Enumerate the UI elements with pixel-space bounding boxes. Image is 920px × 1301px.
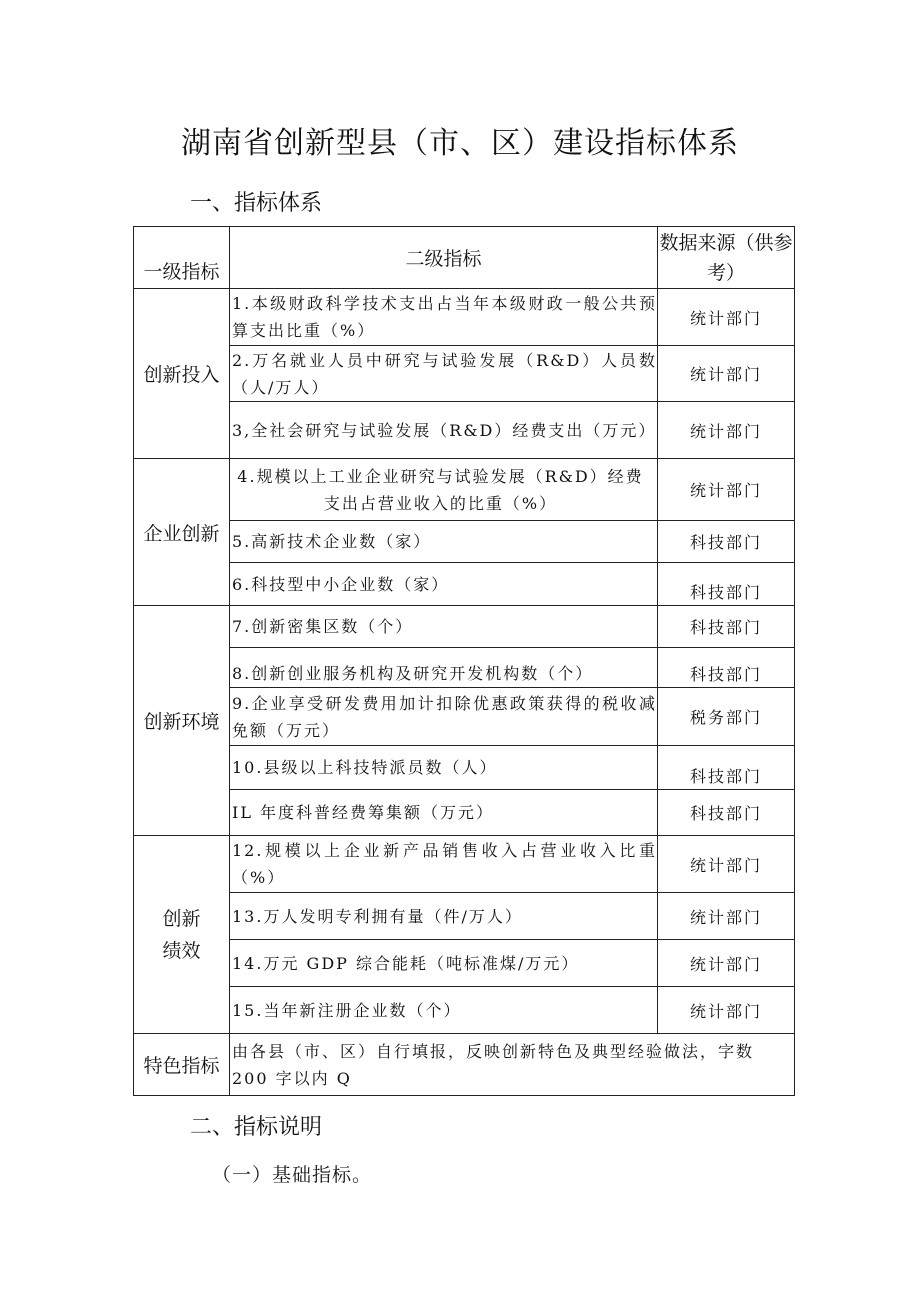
category-enterprise-innovation: 企业创新 [134, 459, 230, 606]
indicator-cell: 9.企业享受研发费用加计扣除优惠政策获得的税收减免额（万元） [230, 688, 658, 746]
header-level1: 一级指标 [134, 227, 230, 289]
indicator-table [133, 226, 795, 1096]
indicator-cell: 10.县级以上科技特派员数（人） [230, 746, 658, 790]
table-header-row [134, 227, 795, 289]
source-cell: 科技部门 [658, 790, 795, 836]
source-cell: 科技部门 [658, 606, 795, 648]
table-row [134, 402, 795, 459]
table-row [134, 606, 795, 648]
category-innovation-performance [134, 836, 230, 1034]
source-cell: 统计部门 [658, 459, 795, 521]
source-cell: 统计部门 [658, 289, 795, 346]
table-row [134, 648, 795, 688]
indicator-cell: 13.万人发明专利拥有量（件/万人） [230, 893, 658, 940]
source-cell: 科技部门 [658, 648, 795, 688]
indicator-cell: 7.创新密集区数（个） [230, 606, 658, 648]
special-indicator-text: 由各县（市、区）自行填报，反映创新特色及典型经验做法，字数 200 字以内 Q [230, 1034, 795, 1096]
table-row [134, 459, 795, 521]
indicator-cell: 5.高新技术企业数（家） [230, 521, 658, 563]
table-row [134, 1034, 795, 1096]
indicator-cell: 3,全社会研究与试验发展（R&D）经费支出（万元） [230, 402, 658, 459]
table-row [134, 521, 795, 563]
table-row [134, 563, 795, 606]
source-cell: 统计部门 [658, 836, 795, 893]
source-cell: 科技部门 [658, 521, 795, 563]
source-cell: 统计部门 [658, 987, 795, 1034]
section-heading-indicator-system: 一、指标体系 [190, 191, 323, 216]
table-row [134, 688, 795, 746]
table-row [134, 289, 795, 346]
table-row [134, 893, 795, 940]
table-row [134, 346, 795, 402]
page-title: 湖南省创新型县（市、区）建设指标体系 [181, 126, 739, 161]
category-special-indicator: 特色指标 [134, 1034, 230, 1096]
indicator-cell: 1.本级财政科学技术支出占当年本级财政一般公共预算支出比重（%） [230, 289, 658, 346]
source-cell: 科技部门 [658, 746, 795, 790]
header-level2: 二级指标 [230, 227, 658, 289]
indicator-cell: 4.规模以上工业企业研究与试验发展（R&D）经费支出占营业收入的比重（%） [230, 459, 658, 521]
source-cell: 统计部门 [658, 940, 795, 987]
indicator-cell: IL 年度科普经费筹集额（万元） [230, 790, 658, 836]
table-row [134, 790, 795, 836]
indicator-cell: 15.当年新注册企业数（个） [230, 987, 658, 1034]
category-innovation-input: 创新投入 [134, 289, 230, 459]
table-row [134, 746, 795, 790]
subsection-basic-indicators: （一）基础指标。 [212, 1164, 373, 1186]
source-cell: 统计部门 [658, 346, 795, 402]
indicator-cell: 14.万元 GDP 综合能耗（吨标准煤/万元） [230, 940, 658, 987]
table-row [134, 836, 795, 893]
section-heading-indicator-explanation: 二、指标说明 [190, 1115, 323, 1140]
category-performance-label: 创新绩效 [162, 907, 201, 962]
table-row [134, 940, 795, 987]
source-cell: 统计部门 [658, 402, 795, 459]
category-innovation-environment: 创新环境 [134, 606, 230, 836]
header-source: 数据来源（供参考） [658, 227, 795, 289]
indicator-cell: 12.规模以上企业新产品销售收入占营业收入比重（%） [230, 836, 658, 893]
indicator-cell: 8.创新创业服务机构及研究开发机构数（个） [230, 648, 658, 688]
source-cell: 统计部门 [658, 893, 795, 940]
indicator-cell: 2.万名就业人员中研究与试验发展（R&D）人员数（人/万人） [230, 346, 658, 402]
source-cell: 税务部门 [658, 688, 795, 746]
indicator-cell: 6.科技型中小企业数（家） [230, 563, 658, 606]
source-cell: 科技部门 [658, 563, 795, 606]
table-row [134, 987, 795, 1034]
